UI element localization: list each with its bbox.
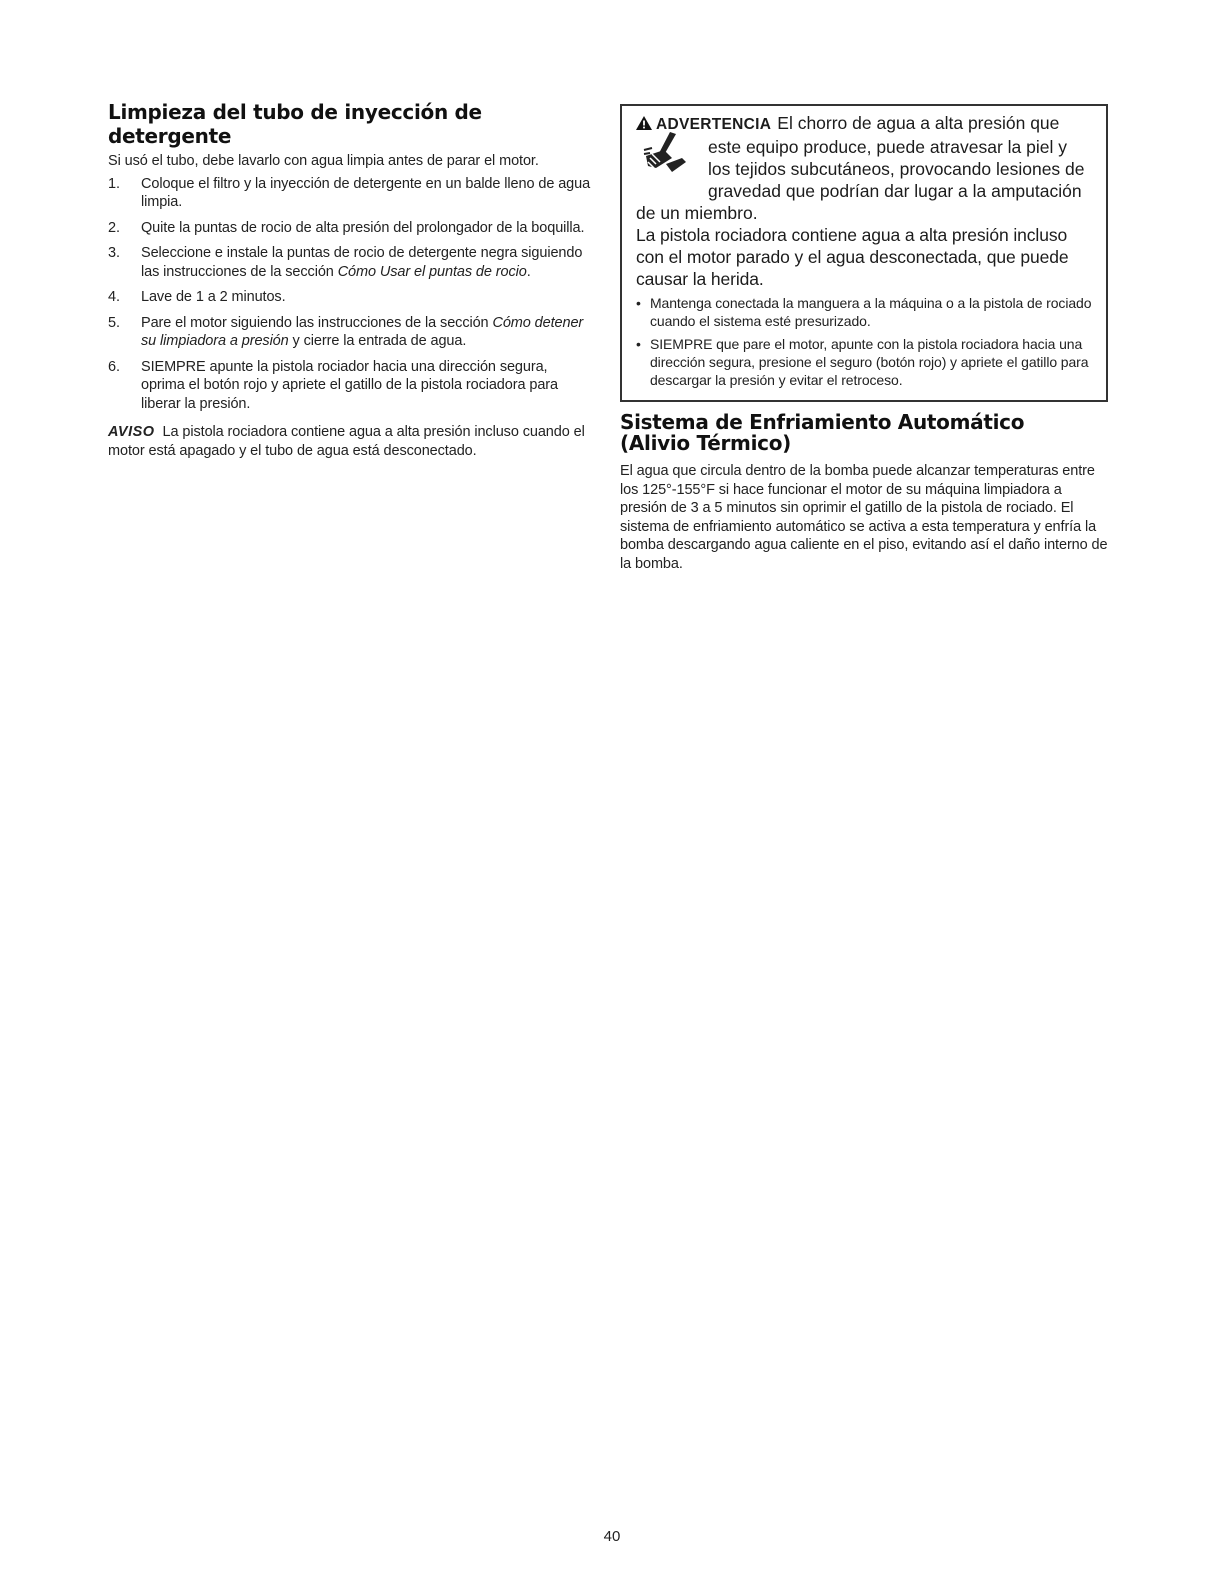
step-text-end: . (526, 263, 531, 280)
step-number: 1. (108, 175, 120, 192)
step-number: 3. (108, 245, 120, 261)
notice-label: AVISO (108, 424, 155, 440)
list-item (108, 244, 592, 281)
list-item (108, 314, 592, 351)
cooling-paragraph: El agua que circula dentro de la bomba puede alcanzar temperaturas entre los 125°-155°F si hace funcionar el motor de su máquina limpiadora a presión de 3 a 5 minutos sin oprimir el gatillo de la pistola de rociado. El sistema de enfriamiento automático se activa a esta temperatura y enfría la bomba descargando agua caliente en el piso, evitando así el daño interno de la bomba. (620, 463, 1108, 572)
step-text: Pare el motor siguiendo las instrucciones de la sección (141, 314, 493, 331)
page-number: 40 (603, 1528, 621, 1545)
cleaning-steps-list (108, 175, 592, 414)
warning-text-top (636, 112, 1094, 224)
step-number: 6. (108, 358, 120, 375)
step-number: 4. (108, 289, 120, 305)
heading-line: Sistema de Enfriamiento Automático (620, 410, 1025, 434)
section-heading-detergent-tube: Limpieza del tubo de inyección de detergente (108, 100, 482, 148)
notice-paragraph (108, 423, 592, 460)
warning-label: ADVERTENCIA (656, 116, 772, 133)
step-number: 5. (108, 314, 120, 331)
list-item (108, 288, 592, 307)
notice-text: La pistola rociadora contiene agua a alta presión incluso cuando el motor está apagado y el tubo de agua está desconectado. (108, 424, 585, 459)
list-item: • Mantenga conectada la manguera a la máquina o a la pistola de rociado cuando el sistema esté presurizado. (636, 294, 1094, 330)
left-column (108, 100, 592, 460)
warning-line: de un miembro. (636, 203, 758, 223)
warning-box (620, 104, 1108, 402)
section-reference: Cómo detener su limpiadora a presión (141, 314, 584, 349)
intro-paragraph: Si usó el tubo, debe lavarlo con agua limpia antes de parar el motor. (108, 153, 539, 169)
warning-line: este equipo produce, puede atravesar la piel y (708, 137, 1067, 157)
warning-line: los tejidos subcutáneos, provocando lesiones de (708, 159, 1085, 179)
warning-line: El chorro de agua a alta presión que (777, 113, 1060, 133)
list-item (108, 358, 592, 414)
section-reference: Cómo Usar el puntas de rocio (337, 263, 527, 280)
list-item: • SIEMPRE que pare el motor, apunte con la pistola rociadora hacia una dirección segura, presione el seguro (botón rojo) y apriete el gatillo para descargar la presión y evitar el retroceso. (636, 335, 1094, 389)
warning-bullet-list (636, 294, 1094, 389)
step-number: 2. (108, 219, 120, 236)
step-text: Lave de 1 a 2 minutos. (141, 289, 286, 305)
step-text: SIEMPRE apunte la pistola rociador hacia una dirección segura, oprima el botón rojo y apriete el gatillo de la pistola rociadora para liberar la presión. (141, 358, 558, 412)
warning-paragraph: La pistola rociadora contiene agua a alta presión incluso con el motor parado y el agua desconectada, que puede causar la herida. (636, 225, 1069, 289)
list-item (108, 219, 592, 238)
step-text: Seleccione e instale la puntas de rocio de detergente negra siguiendo las instrucciones de la sección (141, 245, 583, 280)
right-column (620, 100, 1108, 573)
heading-line: (Alivio Térmico) (620, 431, 791, 455)
list-item (108, 175, 592, 212)
warning-triangle-icon (636, 116, 652, 130)
step-text: Quite la puntas de rocio de alta presión del prolongador de la boquilla. (141, 219, 585, 236)
section-heading-auto-cooling (620, 412, 1108, 454)
step-text: Coloque el filtro y la inyección de detergente en un balde lleno de agua limpia. (141, 175, 591, 210)
step-text-end: y cierre la entrada de agua. (288, 333, 467, 349)
warning-line: gravedad que podrían dar lugar a la amputación (708, 181, 1082, 201)
